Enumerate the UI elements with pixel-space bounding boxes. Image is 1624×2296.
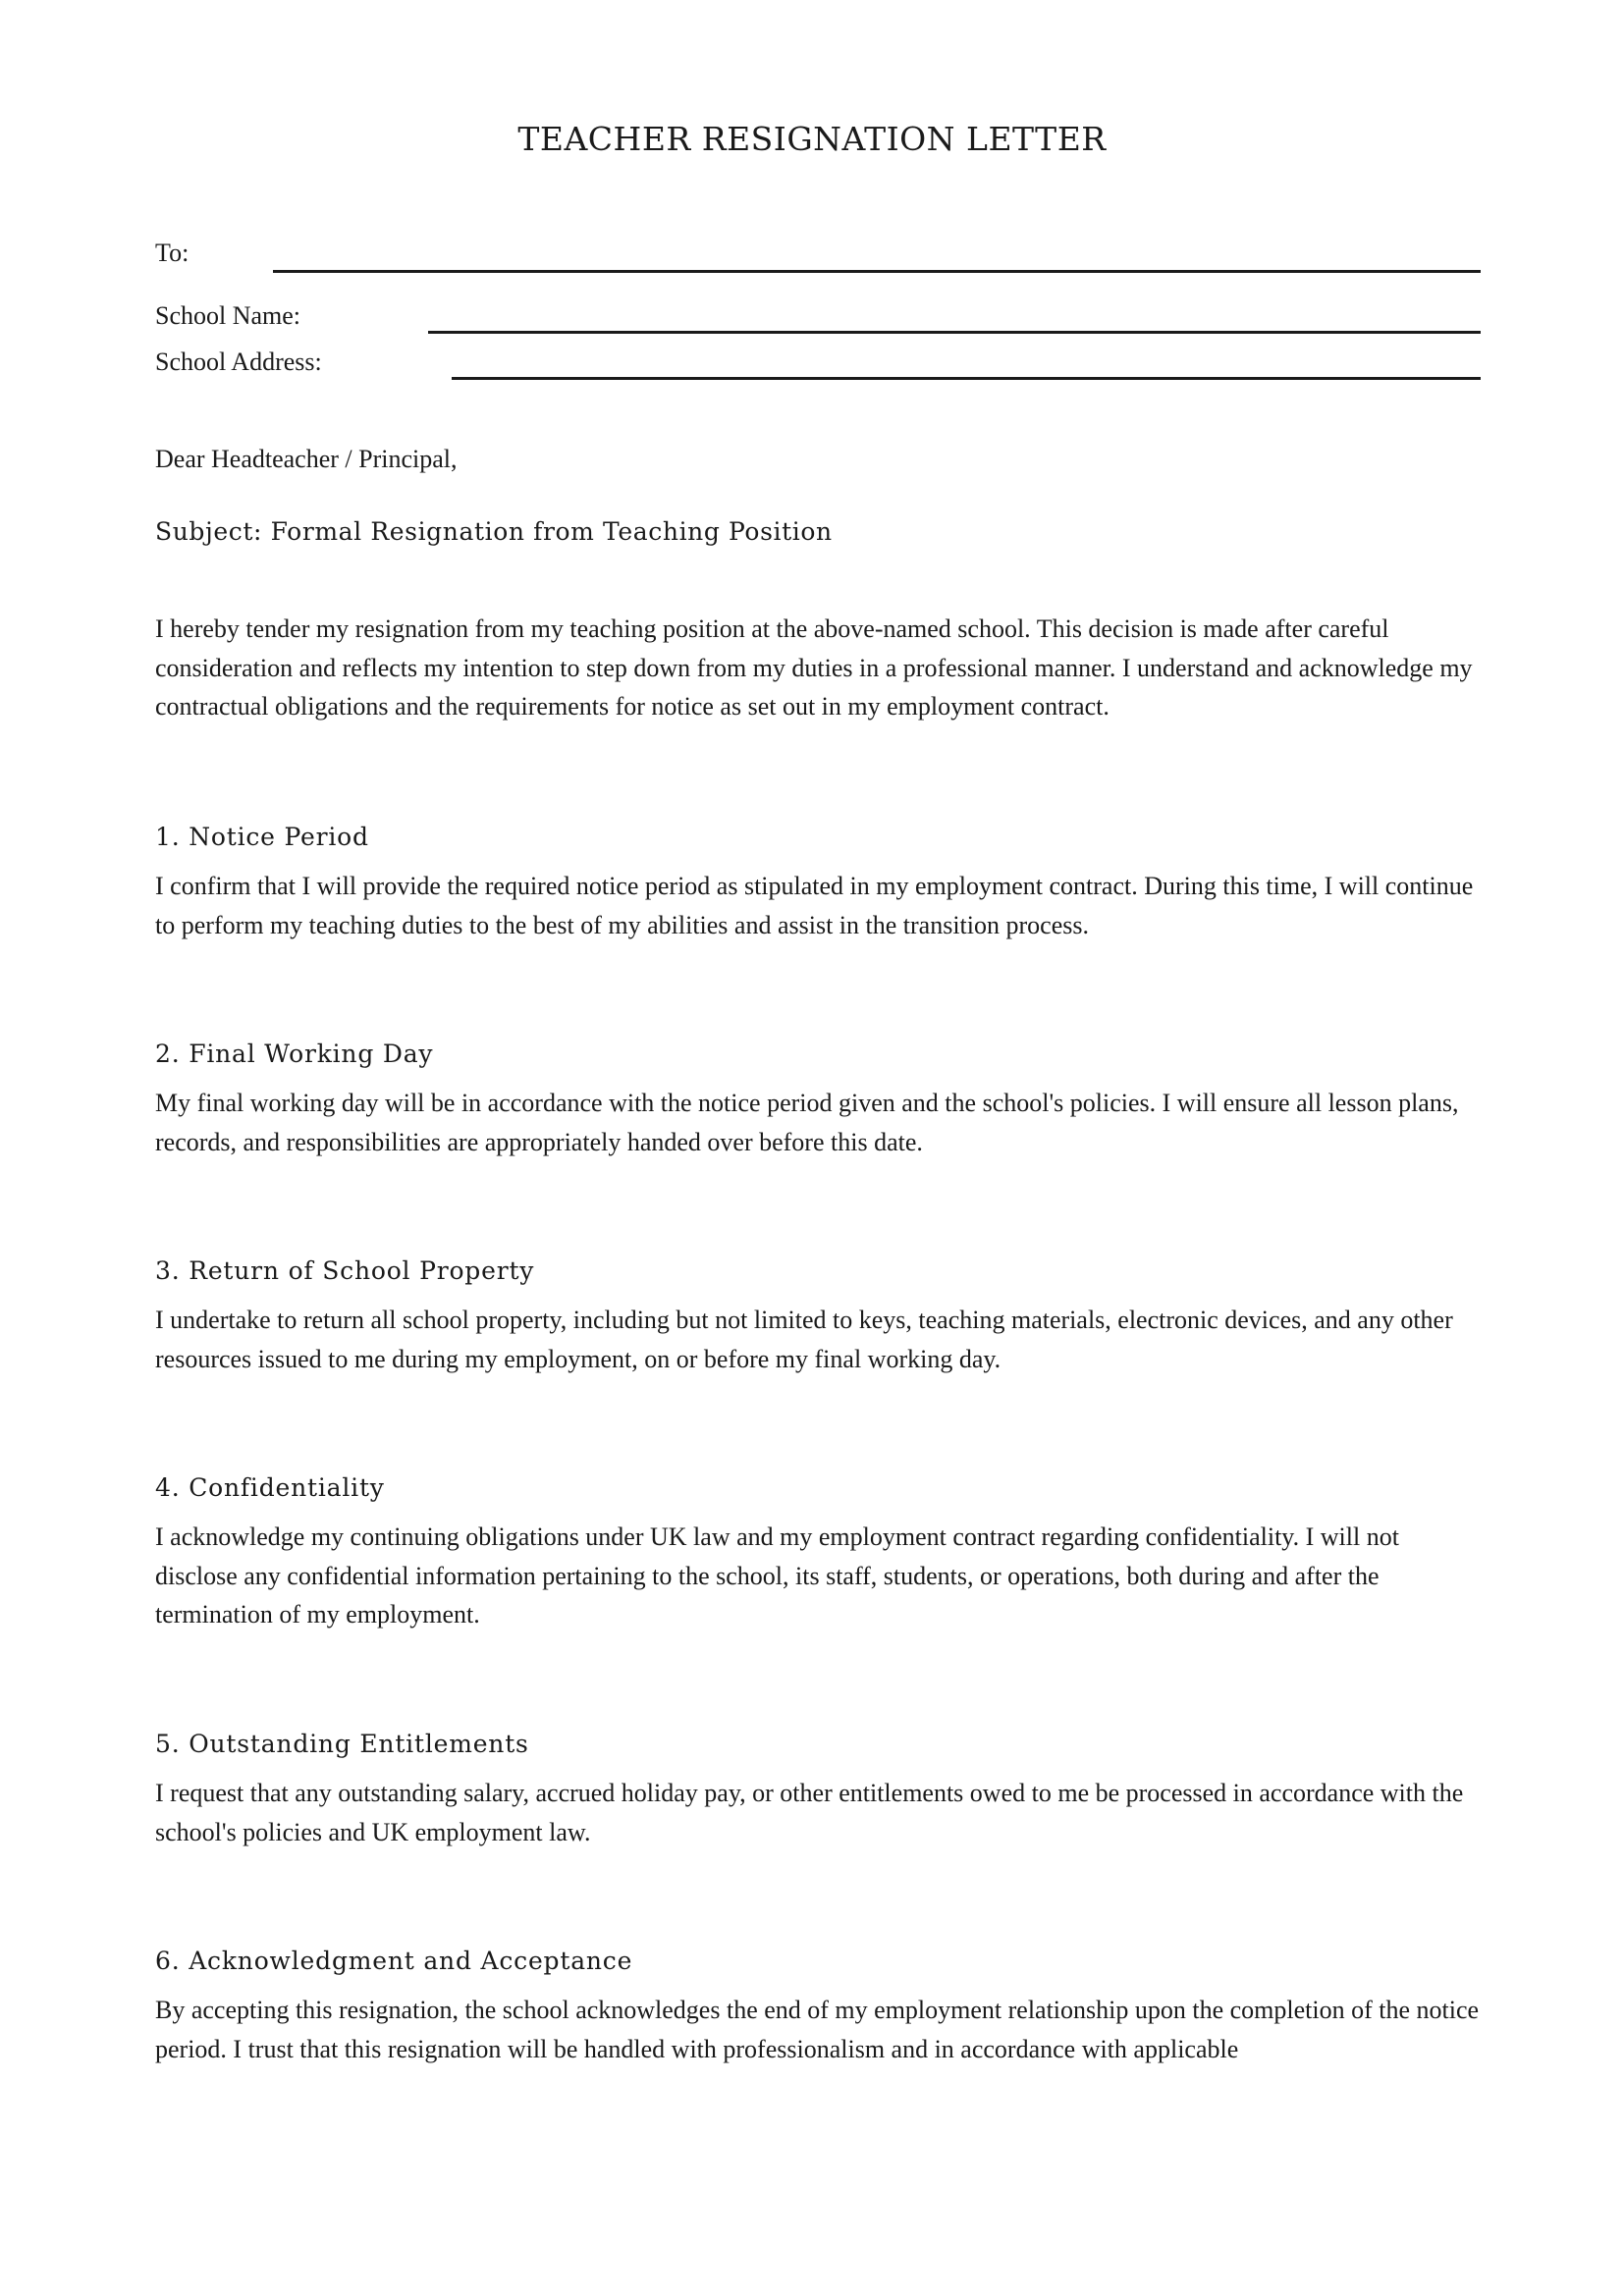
- intro-paragraph: I hereby tender my resignation from my teaching position at the above-named school. This decision is made after careful consideration and reflects my intention to step down from my duties in a professional manner. I understand and acknowledge my contractual obligations and the requirements for notice as set out in my employment contract.: [155, 614, 1473, 721]
- to-label: To:: [155, 239, 189, 267]
- section-body: My final working day will be in accordance with the notice period given and the school's policies. I will ensure all lesson plans, records, and responsibilities are appropriately handed over before this date.: [155, 1089, 1459, 1156]
- section-body: I request that any outstanding salary, accrued holiday pay, or other entitlements owed to me be processed in accordance with the school's policies and UK employment law.: [155, 1779, 1464, 1846]
- document-title: TEACHER RESIGNATION LETTER: [517, 120, 1107, 158]
- section-body: I undertake to return all school property, including but not limited to keys, teaching materials, electronic devices, and any other resources issued to me during my employment, on or before my final working day.: [155, 1306, 1453, 1373]
- subject-line: Subject: Formal Resignation from Teaching Position: [155, 517, 833, 546]
- school-address-label: School Address:: [155, 347, 322, 376]
- school-name-line[interactable]: [428, 331, 1481, 334]
- salutation: Dear Headteacher / Principal,: [155, 445, 458, 473]
- section-body: I acknowledge my continuing obligations under UK law and my employment contract regarding confidentiality. I will not disclose any confidential information pertaining to the school, its staff, students, or operations, both during and after the termination of my employment.: [155, 1522, 1399, 1629]
- section-heading: 1. Notice Period: [155, 823, 369, 851]
- section-heading: 2. Final Working Day: [155, 1040, 434, 1068]
- section-body: I confirm that I will provide the required notice period as stipulated in my employment contract. During this time, I will continue to perform my teaching duties to the best of my abilities and assist in the transition process.: [155, 872, 1474, 939]
- school-name-label: School Name:: [155, 301, 301, 330]
- section-heading: 5. Outstanding Entitlements: [155, 1730, 529, 1758]
- section-heading: 6. Acknowledgment and Acceptance: [155, 1947, 633, 1975]
- to-field[interactable]: [155, 239, 1481, 278]
- school-address-line[interactable]: [452, 377, 1481, 380]
- section-body: By accepting this resignation, the school acknowledges the end of my employment relationship upon the completion of the notice period. I trust that this resignation will be handled with professionalism and in accordance with applicable: [155, 1996, 1480, 2063]
- school-name-field[interactable]: [155, 301, 1481, 341]
- to-line[interactable]: [273, 270, 1481, 273]
- school-address-field[interactable]: [155, 347, 1481, 387]
- section-heading: 4. Confidentiality: [155, 1473, 385, 1502]
- section-heading: 3. Return of School Property: [155, 1256, 535, 1285]
